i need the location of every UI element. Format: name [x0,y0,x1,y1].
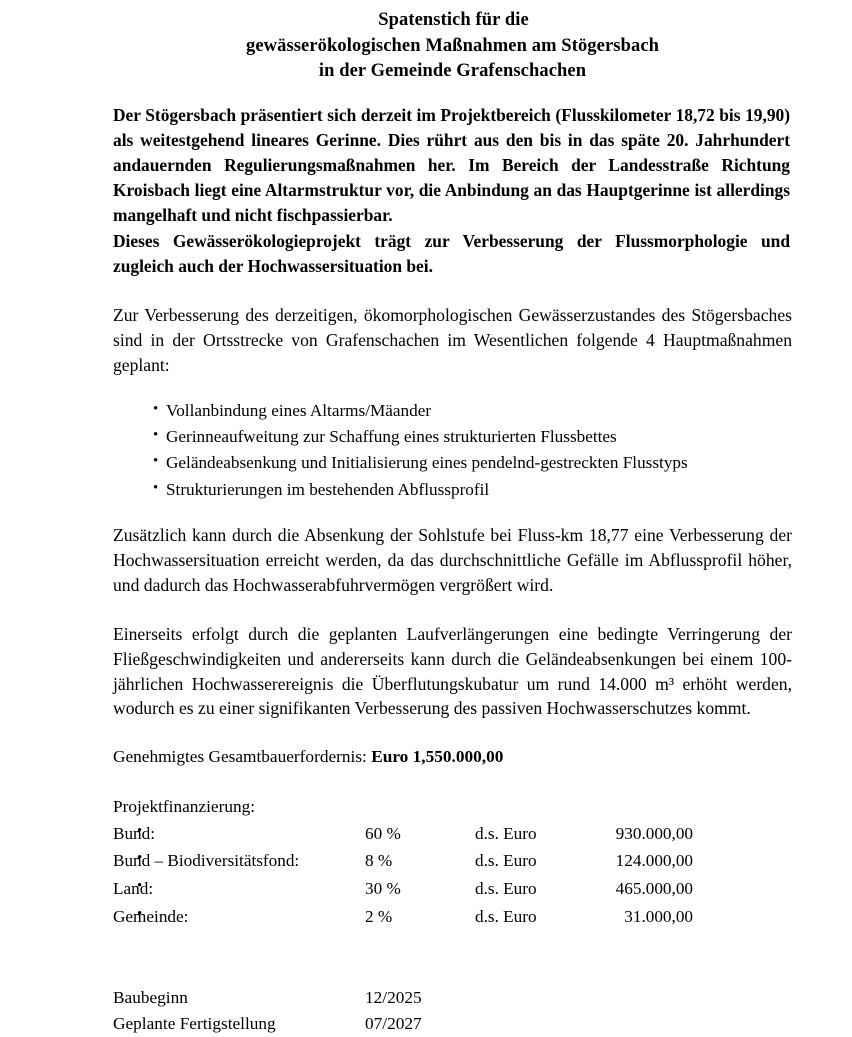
budget-amount: Euro 1,550.000,00 [371,747,504,767]
spacer [113,931,792,961]
table-row [113,985,525,1011]
schedule-date: 07/2027 [365,1013,422,1033]
spacer [113,598,792,622]
title-line-3: in der Gemeinde Grafenschachen [318,61,587,82]
table-row [113,875,693,903]
table-row [113,1011,525,1037]
budget-line [113,745,792,769]
spacer [113,279,792,303]
spacer [113,503,792,523]
financing-currency-label: d.s. Euro [475,879,537,899]
schedule-date: 12/2025 [365,987,422,1007]
measures-intro-paragraph: Zur Verbesserung des derzeitigen, ökomorphologischen Gewässerzustandes des Stögersbaches sind in der Ortsstrecke von Grafenschachen im Wesentlichen folgende 4 Hauptmaßnahmen geplant: [113,305,792,376]
financing-currency-label: d.s. Euro [475,906,537,926]
list-item: • Gerinneaufweitung zur Schaffung eines strukturierten Flussbettes [113,424,792,450]
title-line-1: Spatenstich für die [378,10,529,30]
sohlstufe-paragraph: Zusätzlich kann durch die Absenkung der Sohlstufe bei Fluss-km 18,77 eine Verbesserung der Hochwassersituation erreicht werden, da das durchschnittliche Gefälle im Abflussprofil höher, und dadurch das Hochwasserabfuhrvermögen vergrößert wird. [113,524,792,595]
financing-title: Projektfinanzierung: [113,796,256,816]
laufverlaengerung-paragraph: Einerseits erfolgt durch die geplanten Laufverlängerungen eine bedingte Verringerung der Fließgeschwindigkeiten und andererseits kann durch die Geländeabsenkungen bei einem 100-jährlichen Hochwasserereignis die Überflutungskubatur um rund 14.000 m³ erhöht werden, wodurch es zu einer signifikanten Verbesserung des passiven Hochwasserschutzes kommt. [113,623,792,719]
financing-table [113,820,693,931]
financing-value: 31.000,00 [624,906,693,926]
financing-percent: 30 % [365,879,401,899]
spacer [113,961,792,985]
list-item: • Geländeabsenkung und Initialisierung eines pendelnd-gestreckten Flusstyps [113,450,792,476]
schedule-label: Baubeginn [113,987,188,1007]
list-item: • Strukturierungen im bestehenden Abflussprofil [113,477,792,503]
financing-value: 465.000,00 [615,879,693,899]
financing-currency-label: d.s. Euro [475,851,537,871]
intro-paragraph-1: Der Stögersbach präsentiert sich derzeit im Projektbereich (Flusskilometer 18,72 bis 19,90) als weitestgehend lineares Gerinne. Dies rührt aus den bis in das späte 20. Jahrhundert andauernden Regulierungsmaßnahmen her. Im Bereich der Landesstraße Richtung Kroisbach liegt eine Altarmstruktur vor, die Anbindung an das Hauptgerinne ist allerdings mangelhaft und nicht fischpassierbar. [113,104,790,226]
intro-paragraph-2: Dieses Gewässerökologieprojekt trägt zur Verbesserung der Flussmorphologie und zugleich auch der Hochwassersituation bei. [113,230,790,276]
financing-percent: 8 % [365,851,393,871]
table-row [113,847,693,875]
financing-label: • Bund: [113,820,365,848]
spacer [113,378,792,398]
spacer [113,721,792,745]
financing-label: • Land: [113,875,365,903]
financing-percent: 2 % [365,906,393,926]
intro-bold-block [113,103,792,280]
budget-label: Genehmigtes Gesamtbauerfordernis: [113,747,372,767]
financing-percent: 60 % [365,823,401,843]
schedule-table [113,985,525,1037]
spacer [113,770,792,794]
financing-label: • Gemeinde: [113,903,365,931]
measures-list [113,398,792,503]
table-row [113,820,693,848]
title-line-2: gewässerökologischen Maßnahmen am Stögersbach [245,35,660,56]
page-title [113,8,792,85]
financing-currency-label: d.s. Euro [475,823,537,843]
financing-value: 124.000,00 [615,851,693,871]
schedule-label: Geplante Fertigstellung [113,1013,276,1033]
financing-value: 930.000,00 [615,823,693,843]
list-item: • Vollanbindung eines Altarms/Mäander [113,398,792,424]
table-row [113,903,693,931]
financing-label: • Bund – Biodiversitätsfond: [113,847,365,875]
